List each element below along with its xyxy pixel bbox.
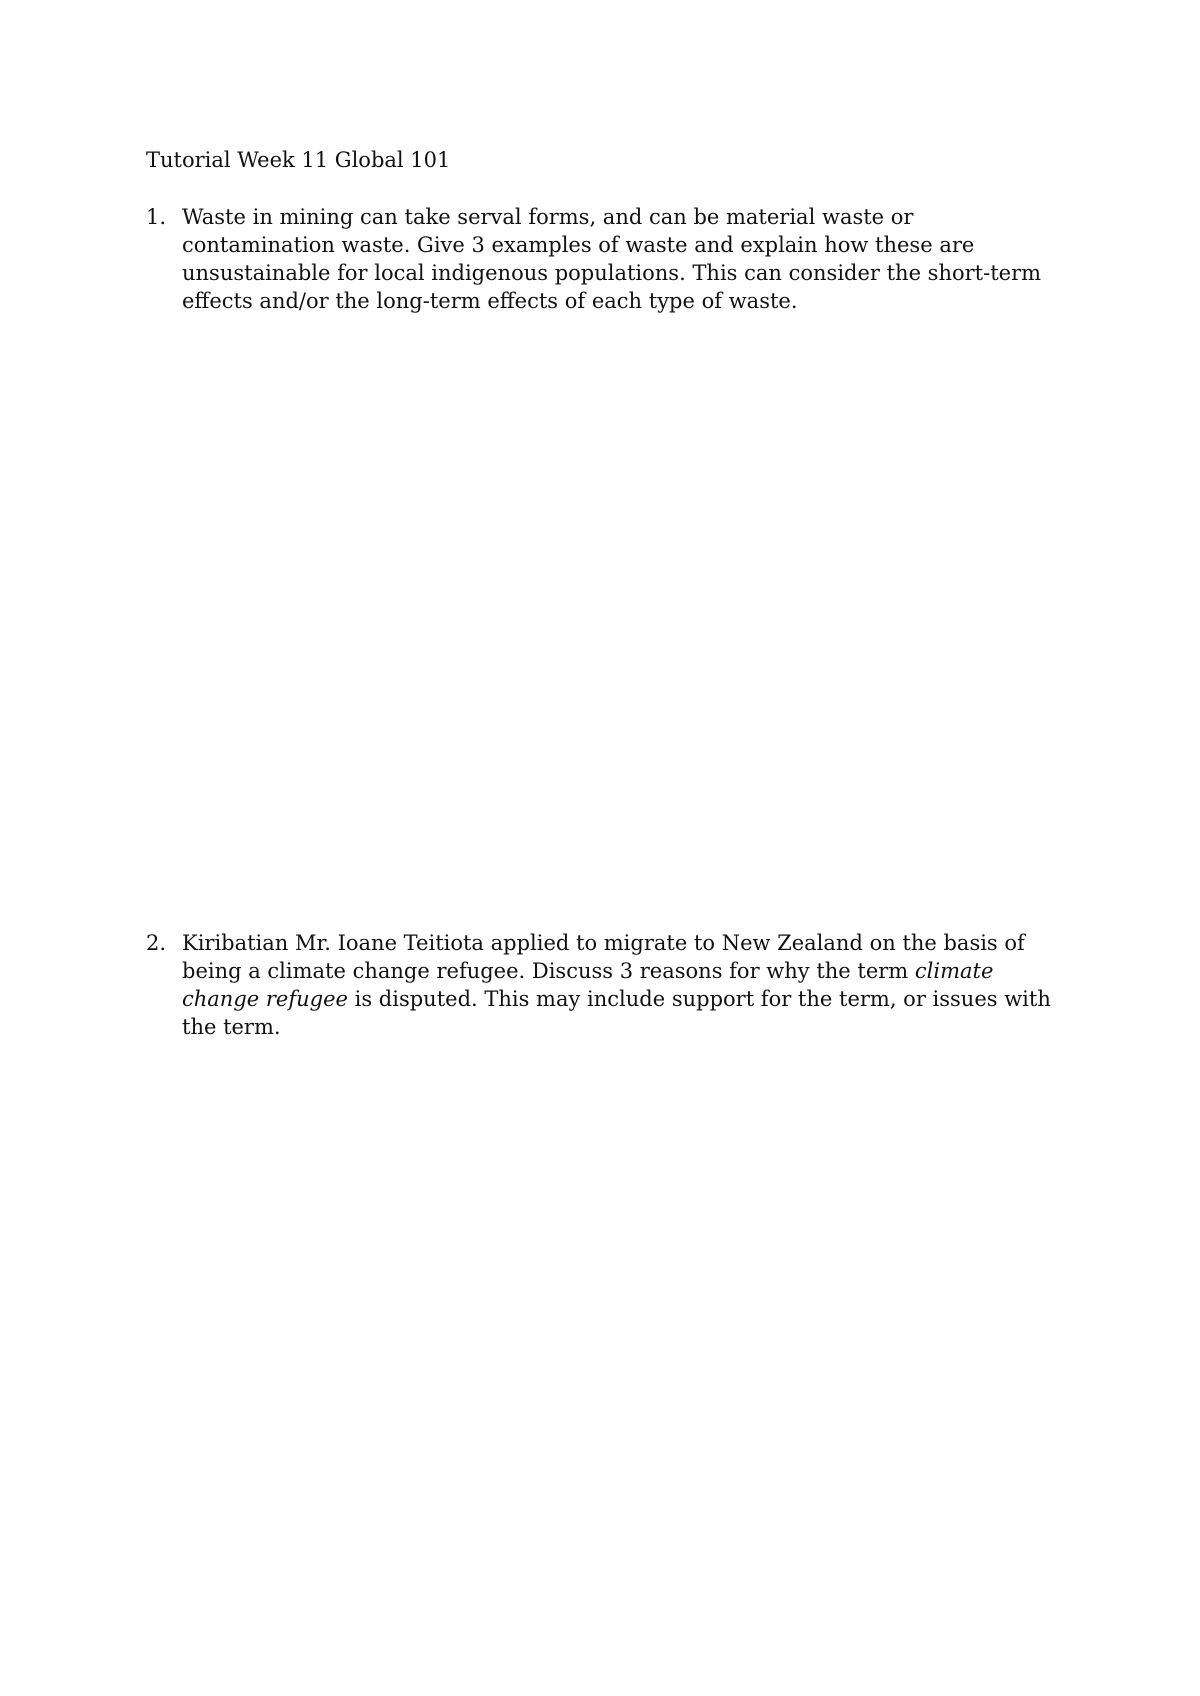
question-1-number: 1. [146, 205, 167, 229]
question-2-text-after: is disputed. This may include support for the term, or issues with the term. [182, 987, 1051, 1039]
question-1 [146, 203, 1066, 315]
question-2-number: 2. [146, 931, 167, 955]
document-title: Tutorial Week 11 Global 101 [146, 148, 451, 172]
question-1-text: Waste in mining can take serval forms, and can be material waste or contamination waste. Give 3 examples of waste and explain how these are unsustainable for local indigenous populations. This can consider the short-term effects and/or the long-term effects of each type of waste. [182, 205, 1042, 313]
question-2-text [182, 929, 1052, 1041]
question-2-text-before: Kiribatian Mr. Ioane Teitiota applied to migrate to New Zealand on the basis of being a climate change refugee. Discuss 3 reasons for why the term [182, 931, 1025, 983]
question-2-emphasized-term: climate change refugee [182, 959, 994, 1011]
question-2 [146, 929, 1066, 1041]
